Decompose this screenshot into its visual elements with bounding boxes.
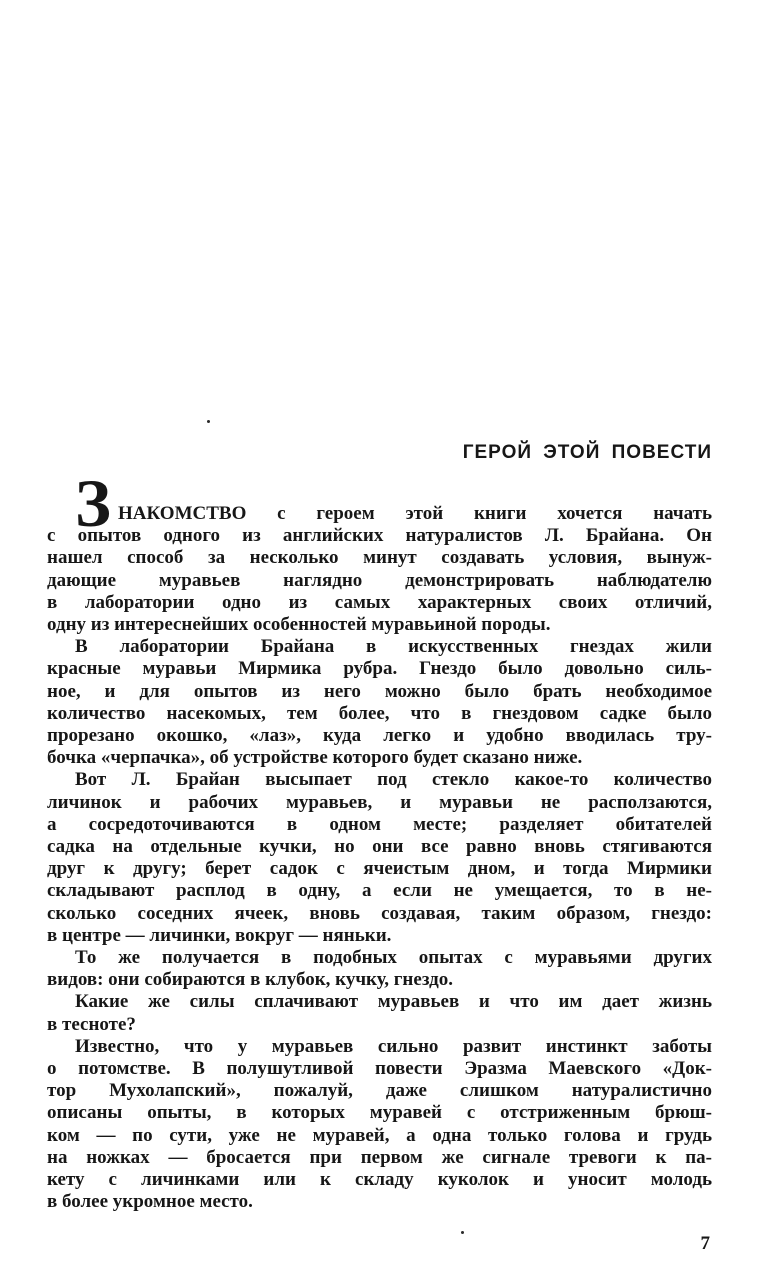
paragraph xyxy=(47,991,712,1035)
text-line: в тесноте? xyxy=(47,1013,136,1035)
paragraph xyxy=(47,636,712,769)
drop-cap: З xyxy=(75,465,111,541)
text-line: прорезано окошко, «лаз», куда легко и удобно вводилась тру- xyxy=(47,725,712,747)
paragraph xyxy=(47,947,712,991)
text-line: о потомстве. В полушутливой повести Эразма Маевского «Док- xyxy=(47,1058,712,1080)
text-line: красные муравьи Мирмика рубра. Гнездо было довольно силь- xyxy=(47,658,712,680)
text-line: дающие муравьев наглядно демонстрировать наблюдателю xyxy=(47,569,712,591)
text-line: бочка «черпачка», об устройстве которого будет сказано ниже. xyxy=(47,747,583,769)
text-line: В лаборатории Брайана в искусственных гнездах жили xyxy=(75,636,712,658)
text-line: количество насекомых, тем более, что в гнездовом садке было xyxy=(47,702,712,724)
text-line: видов: они собираются в клубок, кучку, гнездо. xyxy=(47,969,453,991)
text-line: ком — по сути, уже не муравей, а одна только голова и грудь xyxy=(47,1124,712,1146)
text-line: нашел способ за несколько минут создавать условия, вынуж- xyxy=(47,547,712,569)
text-line: в центре — личинки, вокруг — няньки. xyxy=(47,924,392,946)
text-line: ное, и для опытов из него можно было брать необходимое xyxy=(47,680,712,702)
text-line: тор Мухолапский», пожалуй, даже слишком натуралистично xyxy=(47,1080,712,1102)
text-line: в лаборатории одно из самых характерных своих отличий, xyxy=(47,591,712,613)
text-line: друг к другу; берет садок с ячеистым дном, и тогда Мирмики xyxy=(47,858,712,880)
text-line: кету с личинками или к складу куколок и уносит молодь xyxy=(47,1169,712,1191)
text-line: складывают расплод в одну, а если не умещается, то в не- xyxy=(47,880,712,902)
paragraph xyxy=(47,1036,712,1214)
text-line: в более укромное место. xyxy=(47,1191,253,1213)
text-line: Известно, что у муравьев сильно развит инстинкт заботы xyxy=(75,1035,712,1057)
text-line: а сосредоточиваются в одном месте; разделяет обитателей xyxy=(47,813,712,835)
text-line: на ножках — бросается при первом же сигнале тревоги к па- xyxy=(47,1146,712,1168)
text-line: описаны опыты, в которых муравей с отстриженным брюш- xyxy=(47,1102,712,1124)
scan-speck xyxy=(461,1231,464,1234)
text-line: Вот Л. Брайан высыпает под стекло какое-то количество xyxy=(75,769,712,791)
text-line: с опытов одного из английских натуралистов Л. Брайана. Он xyxy=(47,525,712,547)
text-line: Какие же силы сплачивают муравьев и что им дает жизнь xyxy=(75,991,712,1013)
paragraph xyxy=(47,465,712,636)
scan-speck xyxy=(207,420,210,423)
text-line: То же получается в подобных опытах с муравьями других xyxy=(75,947,712,969)
text-line: сколько соседних ячеек, вновь создавая, таким образом, гнездо: xyxy=(47,902,712,924)
paragraph xyxy=(47,769,712,947)
body-text xyxy=(47,465,712,1214)
chapter-heading: ГЕРОЙ ЭТОЙ ПОВЕСТИ xyxy=(462,442,712,463)
text-line: З НАКОМСТВО с героем этой книги хочется начать xyxy=(75,465,712,541)
page-number: 7 xyxy=(700,1233,710,1254)
text-line: одну из интереснейших особенностей муравьиной породы. xyxy=(47,614,551,636)
text-line: садка на отдельные кучки, но они все равно вновь стягиваются xyxy=(47,836,712,858)
text-line: личинок и рабочих муравьев, и муравьи не расползаются, xyxy=(47,791,712,813)
